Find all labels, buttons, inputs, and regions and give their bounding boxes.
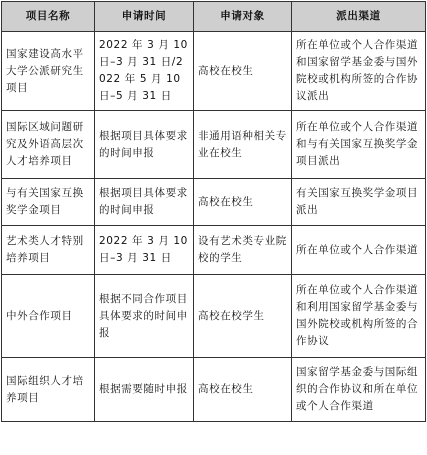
table-row	[2, 275, 426, 358]
program-table	[1, 1, 426, 422]
table-row	[2, 32, 426, 111]
cell-project-name: 国际区域问题研究及外语高层次人才培养项目	[2, 111, 95, 179]
cell-application-time: 根据需要随时申报	[95, 358, 194, 422]
cell-application-target: 高校在校生	[194, 358, 292, 422]
cell-project-name: 中外合作项目	[2, 275, 95, 358]
table-body	[2, 32, 426, 422]
header-dispatch-channel: 派出渠道	[292, 2, 426, 32]
cell-application-time: 根据项目具体要求的时间申报	[95, 111, 194, 179]
cell-project-name: 国际组织人才培养项目	[2, 358, 95, 422]
table-header	[2, 2, 426, 32]
cell-application-time: 根据不同合作项目具体要求的时间申报	[95, 275, 194, 358]
header-application-time: 申请时间	[95, 2, 194, 32]
cell-dispatch-channel: 有关国家互换奖学金项目派出	[292, 179, 426, 226]
table-row	[2, 358, 426, 422]
cell-dispatch-channel: 所在单位或个人合作渠道和国家留学基金委与国外院校或机构所签的合作协议派出	[292, 32, 426, 111]
cell-application-target: 高校在校生	[194, 32, 292, 111]
table-row	[2, 111, 426, 179]
cell-application-time: 根据项目具体要求的时间申报	[95, 179, 194, 226]
cell-application-time: 2022 年 3 月 10 日–3 月 31 日	[95, 226, 194, 275]
cell-project-name: 国家建设高水平大学公派研究生项目	[2, 32, 95, 111]
cell-dispatch-channel: 国家留学基金委与国际组织的合作协议和所在单位或个人合作渠道	[292, 358, 426, 422]
cell-application-target: 非通用语种相关专业在校生	[194, 111, 292, 179]
header-row	[2, 2, 426, 32]
cell-application-time: 2022 年 3 月 10 日–3 月 31 日/2022 年 5 月 10 日–5 月 31 日	[95, 32, 194, 111]
cell-dispatch-channel: 所在单位或个人合作渠道和利用国家留学基金委与国外院校或机构所签的合作协议	[292, 275, 426, 358]
cell-dispatch-channel: 所在单位或个人合作渠道	[292, 226, 426, 275]
cell-application-target: 设有艺术类专业院校的学生	[194, 226, 292, 275]
cell-dispatch-channel: 所在单位或个人合作渠道和与有关国家互换奖学金项目派出	[292, 111, 426, 179]
cell-project-name: 艺术类人才特别培养项目	[2, 226, 95, 275]
cell-application-target: 高校在校学生	[194, 275, 292, 358]
header-application-target: 申请对象	[194, 2, 292, 32]
cell-application-target: 高校在校生	[194, 179, 292, 226]
table-row	[2, 179, 426, 226]
table-row	[2, 226, 426, 275]
cell-project-name: 与有关国家互换奖学金项目	[2, 179, 95, 226]
header-project-name: 项目名称	[2, 2, 95, 32]
